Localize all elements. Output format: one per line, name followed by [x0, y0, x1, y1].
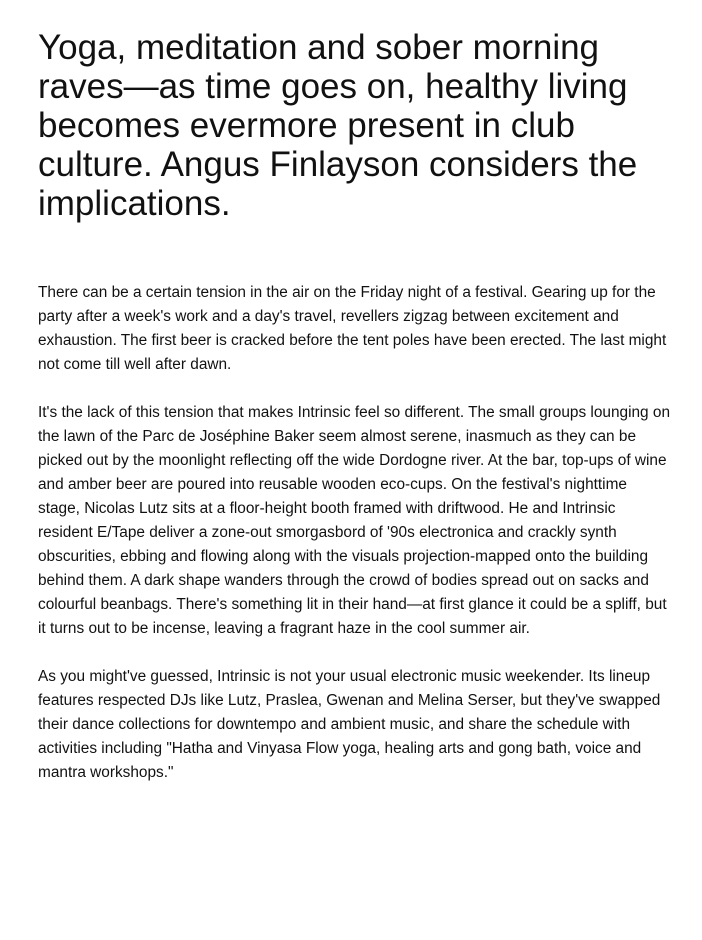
article-paragraph-2: It's the lack of this tension that makes Intrinsic feel so different. The small groups lounging on the lawn of the Parc de Joséphine Baker seem almost serene, inasmuch as they can be picked out by the moonlight reflecting off the wide Dordogne river. At the bar, top-ups of wine and amber beer are poured into reusable wooden eco-cups. On the festival's nighttime stage, Nicolas Lutz sits at a floor-height booth framed with driftwood. He and Intrinsic resident E/Tape deliver a zone-out smorgasbord of '90s electronica and crackly synth obscurities, ebbing and flowing along with the visuals projection-mapped onto the building behind them. A dark shape wanders through the crowd of bodies spread out on sacks and colourful beanbags. There's something lit in their hand—at first glance it could be a spliff, but it turns out to be incense, leaving a fragrant haze in the cool summer air.	[38, 404, 671, 637]
article-paragraph-1: There can be a certain tension in the air on the Friday night of a festival. Gearing up for the party after a week's work and a day's travel, revellers zigzag between excitement and exhaustion. The first beer is cracked before the tent poles have been erected. The last might not come till well after dawn.	[38, 284, 667, 373]
article-paragraph-3: As you might've guessed, Intrinsic is not your usual electronic music weekender. Its lineup features respected DJs like Lutz, Praslea, Gwenan and Melina Serser, but they've swapped their dance collections for downtempo and ambient music, and share the schedule with activities including "Hatha and Vinyasa Flow yoga, healing arts and gong bath, voice and mantra workshops."	[38, 668, 661, 781]
article-body	[38, 281, 672, 785]
article-headline: Yoga, meditation and sober morning raves—as time goes on, healthy living becomes evermore present in club culture. Angus Finlayson considers the implications.	[38, 28, 638, 223]
